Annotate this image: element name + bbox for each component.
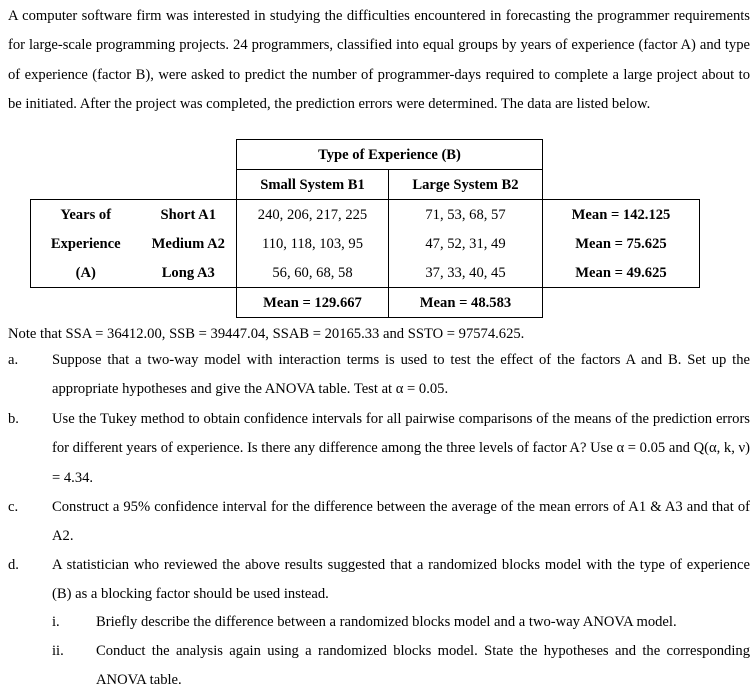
question-b bbox=[8, 405, 750, 493]
row-mean: Mean = 49.625 bbox=[543, 258, 700, 288]
row-label: Long A3 bbox=[141, 258, 237, 288]
question-text: Suppose that a two-way model with interaction terms is used to test the effect of the factors A and B. Set up the appropriate hypotheses and give the ANOVA table. Test at α = 0.05. bbox=[52, 352, 750, 398]
table-subheader-row bbox=[31, 170, 700, 200]
subquestion-i bbox=[52, 608, 750, 637]
question-text: A statistician who reviewed the above results suggested that a randomized blocks model with the type of experience (B) as a blocking factor should be used instead. bbox=[52, 557, 750, 603]
row-label: Short A1 bbox=[141, 200, 237, 230]
factor-a-label: Years of bbox=[31, 200, 141, 230]
question-text: Construct a 95% confidence interval for the difference between the average of the mean errors of A1 & A3 and that of A2. bbox=[52, 499, 750, 545]
col-header-b1: Small System B1 bbox=[237, 170, 389, 200]
cell-value: 56, 60, 68, 58 bbox=[237, 258, 389, 288]
data-table bbox=[30, 139, 700, 318]
subquestion-text: Conduct the analysis again using a randomized blocks model. State the hypotheses and the corresponding ANOVA table. bbox=[96, 643, 750, 689]
row-mean: Mean = 142.125 bbox=[543, 200, 700, 230]
question-label: d. bbox=[8, 557, 19, 573]
row-mean: Mean = 75.625 bbox=[543, 229, 700, 258]
factor-a-label: Experience bbox=[31, 229, 141, 258]
col-mean-b2: Mean = 48.583 bbox=[389, 288, 543, 318]
factor-a-label: (A) bbox=[31, 258, 141, 288]
table-row bbox=[31, 200, 700, 230]
question-c bbox=[8, 493, 750, 552]
cell-value: 37, 33, 40, 45 bbox=[389, 258, 543, 288]
cell-value: 47, 52, 31, 49 bbox=[389, 229, 543, 258]
subquestion-ii bbox=[52, 637, 750, 696]
subquestion-label: ii. bbox=[52, 643, 64, 659]
col-mean-b1: Mean = 129.667 bbox=[237, 288, 389, 318]
row-label: Medium A2 bbox=[141, 229, 237, 258]
question-label: a. bbox=[8, 352, 19, 368]
cell-value: 240, 206, 217, 225 bbox=[237, 200, 389, 230]
question-text: Use the Tukey method to obtain confidence intervals for all pairwise comparisons of the means of the prediction errors for different years of experience. Is there any difference among the three levels of factor A? Use α = 0.05 and Q(α, k, ν) = 4.34. bbox=[52, 411, 750, 486]
question-d bbox=[8, 551, 750, 610]
subquestion-text: Briefly describe the difference between a randomized blocks model and a two-way ANOVA model. bbox=[96, 614, 677, 630]
col-header-b2: Large System B2 bbox=[389, 170, 543, 200]
question-label: c. bbox=[8, 499, 19, 515]
table-row bbox=[31, 258, 700, 288]
problem-intro: A computer software firm was interested in studying the difficulties encountered in forecasting the programmer requirements for large-scale programming projects. 24 programmers, classified into equal groups by years of experience (factor A) and type of experience (factor B), were asked to predict the number of programmer-days required to complete a large project about to be initiated. After the project was completed, the prediction errors were determined. The data are listed below. bbox=[8, 8, 750, 113]
sum-of-squares-note: Note that SSA = 36412.00, SSB = 39447.04, SSAB = 20165.33 and SSTO = 97574.625. bbox=[8, 326, 525, 342]
table-row bbox=[31, 229, 700, 258]
table-means-row bbox=[31, 288, 700, 318]
cell-value: 110, 118, 103, 95 bbox=[237, 229, 389, 258]
cell-value: 71, 53, 68, 57 bbox=[389, 200, 543, 230]
question-a bbox=[8, 346, 750, 405]
type-of-experience-header: Type of Experience (B) bbox=[237, 140, 543, 170]
question-label: b. bbox=[8, 411, 19, 427]
table-header-row bbox=[31, 140, 700, 170]
subquestion-label: i. bbox=[52, 614, 60, 630]
